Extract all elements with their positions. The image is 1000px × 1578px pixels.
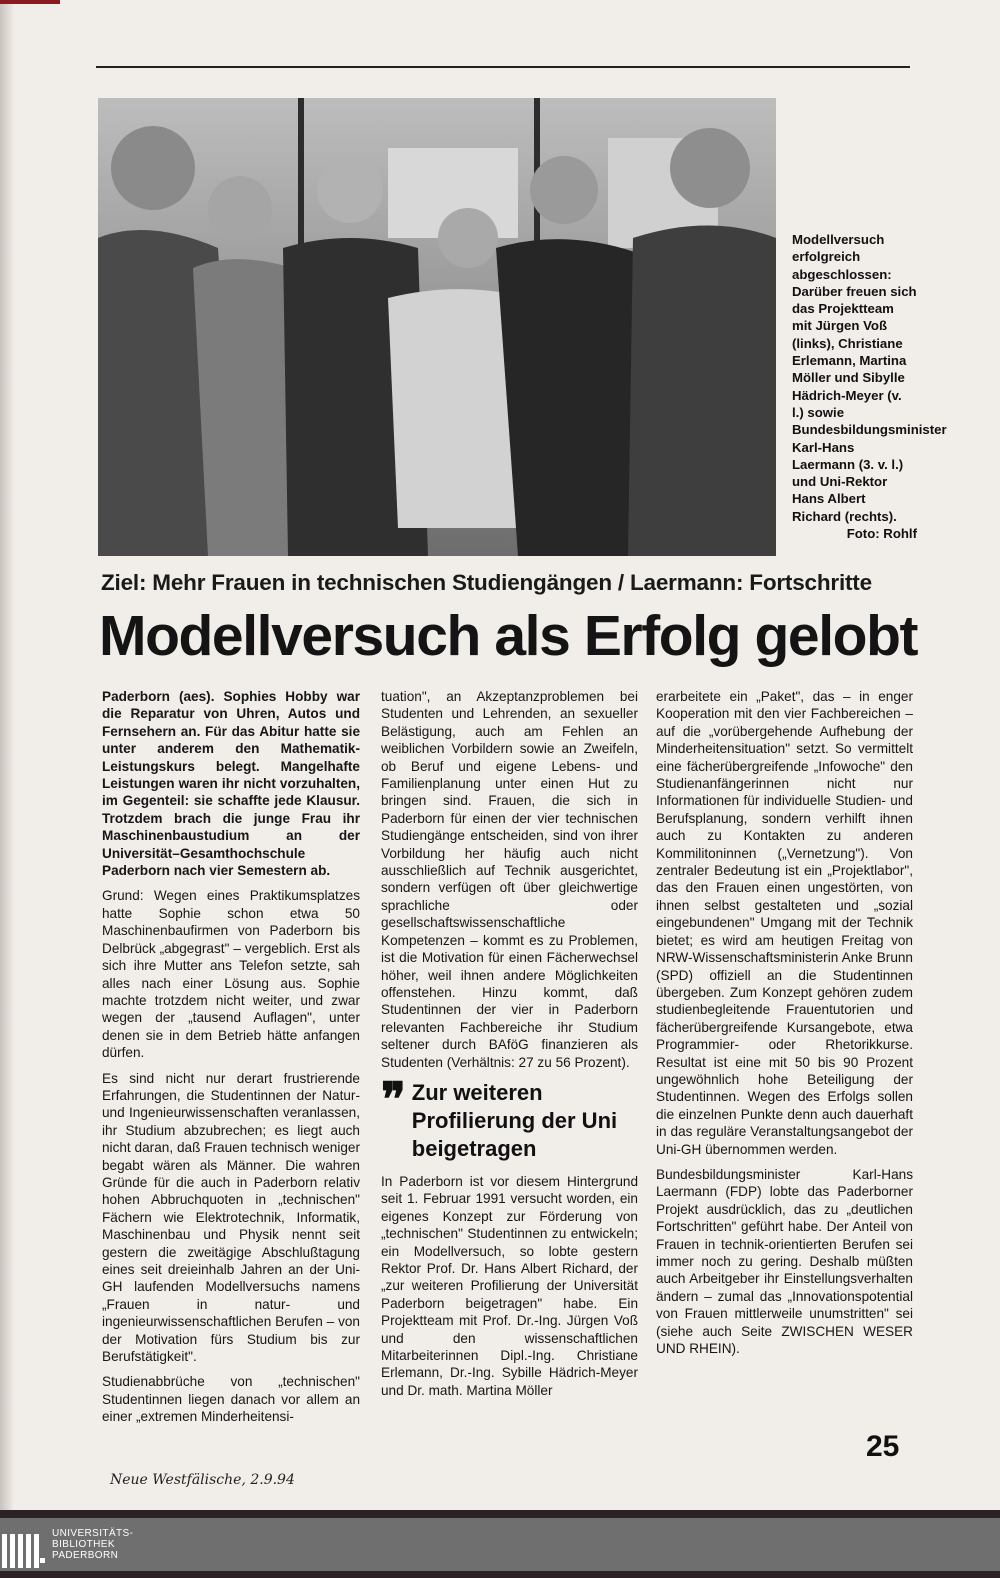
cover-edge	[0, 0, 60, 4]
library-name-line: PADERBORN	[52, 1550, 119, 1561]
library-name-line: UNIVERSITÄTS-	[52, 1528, 134, 1539]
footer-divider	[0, 1510, 1000, 1518]
article-lead-paragraph: Paderborn (aes). Sophies Hobby war die Reparatur von Uhren, Autos und Fernsehern an. Für das Abitur hatte sie unter anderem den Mathematik-Leistungskurs belegt. Mangelhafte Leistungen waren ihr nicht vorzuhalten, im Gegenteil: sie schaffte jede Klausur. Trotzdem brach die junge Frau ihr Maschinenbaustudium an der Universität–Gesamthochschule Paderborn nach vier Semestern ab.	[102, 689, 360, 879]
article-paragraph: erarbeitete ein „Paket", das – in enger Kooperation mit den vier Fachbereichen – auf die „vorübergehende Aufhebung der Minderheitensituation" setzt. So vermittelt eine fächerübergreifende „Infowoche" den Studienanfängerinnen nicht nur Informationen für individuelle Studien- und Berufsplanung, sondern verhilft ihnen auch zu Kontakten zu anderen Kommilitoninnen („Vernetzung"). Von zentraler Bedeutung ist ein „Projektlabor", das den Frauen einen ungestörten, von ihnen selbst gestalteten und „sozial eingebundenen" Umgang mit der Technik bietet; es wird am heutigen Freitag von NRW-Wissenschaftsministerin Anke Brunn (SPD) offiziell an die Studentinnen übergeben. Zum Konzept gehören zudem studienbegleitende Frauentutorien und fächerübergreifende Kursangebote, etwa Programmier- oder Rhetorikkurse. Resultat ist eine mit 50 bis 90 Prozent ungewöhnlich hohe Beteiligung der Studentinnen. Wegen des Erfolgs sollen die einzelnen Punkte denn auch dauerhaft in das reguläre Veranstaltungsangebot der Uni-GH übernommen werden.	[656, 689, 913, 1157]
photo-credit: Foto: Rohlf	[846, 526, 917, 542]
caption-text: Modellversuch erfolgreich abgeschlossen: Darüber freuen sich das Projektteam mit Jürgen Voß (links), Christiane Erlemann, Martina Möller und Sibylle Hädrich-Meyer (v. l.) sowie Bundesbildungsminister Karl-Hans Laermann (3. v. l.) und Uni-Rektor Hans Albert Richard (rechts).	[792, 232, 947, 524]
binding-shadow	[0, 0, 14, 1510]
library-name-line: BIBLIOTHEK	[52, 1539, 115, 1550]
source-citation: Neue Westfälische, 2.9.94	[110, 1472, 295, 1488]
library-name	[52, 1528, 133, 1561]
article-headline: Modellversuch als Erfolg gelobt	[99, 604, 918, 668]
article-paragraph: Grund: Wegen eines Praktikumsplatzes hatte Sophie schon etwa 50 Maschinenbaufirmen von Paderborn bis Delbrück „abgegrast" – vergeblich. Erst als sich ihre Mutter ans Telefon setzte, sah alles nach einer Lösung aus. Sophie machte trotzdem nicht weiter, und zwar wegen der „tausend Auflagen", unter denen sie in dem Betrieb hätte anfangen dürfen.	[102, 888, 360, 1061]
article-paragraph: Es sind nicht nur derart frustrierende Erfahrungen, die Studentinnen der Natur- und Ingenieurwissenschaften veranlassen, ihr Studium abzubrechen; es liegt auch nicht daran, daß Frauen technisch weniger begabt wären als Männer. Die wahren Gründe für die auch in Paderborn relativ hohen Abbruchquoten in „technischen" Fächern wie Elektrotechnik, Informatik, Maschinenbau und Physik nennt seit gestern die zweitägige Abschlußtagung eines seit dreieinhalb Jahren an der Uni-GH laufenden Modellversuchs namens „Frauen in natur- und ingenieurwissenschaftlichen Berufen – von der Motivation fürs Studium bis zur Berufstätigkeit".	[102, 1070, 360, 1365]
top-rule	[96, 66, 910, 68]
library-logo-icon	[2, 1532, 46, 1578]
article-paragraph: tuation", an Akzeptanzproblemen bei Studenten und Lehrenden, an sexueller Belästigung, auch am Fehlen an weiblichen Vorbildern sowie an Zweifeln, ob Beruf und eigene Lebens- und Familienplanung unter einen Hut zu bringen sind. Frauen, die sich in Paderborn für einen der vier technischen Studiengänge entscheiden, sind von ihrer Vorbildung her häufig auch nicht ausschließlich auf Technik ausgerichtet, sondern verfügen oft über gleichwertige sprachliche oder gesellschaftswissenschaftliche Kompetenzen – kommt es zu Problemen, ist die Motivation für einen Fächerwechsel höher, weil ihnen andere Möglichkeiten offenstehen. Hinzu kommt, daß Studentinnen der vier in Paderborn relevanten Fachbereiche ihr Studium seltener durch BAföG finanzieren als Studenten (Verhältnis: 27 zu 56 Prozent).	[381, 689, 638, 1070]
library-footer	[0, 1510, 1000, 1571]
quote-mark-icon: ❞	[381, 1071, 406, 1126]
article-paragraph: In Paderborn ist vor diesem Hintergrund seit 1. Februar 1991 versucht worden, ein eigenes Konzept zur Förderung von „technischen" Studentinnen zu entwickeln; ein Modellversuch, so lobte gestern Rektor Prof. Dr. Hans Albert Richard, der „zur weiteren Profilierung der Universität Paderborn beigetragen" habe. Ein Projektteam mit Prof. Dr.-Ing. Jürgen Voß und den wissenschaftlichen Mitarbeiterinnen Dipl.-Ing. Christiane Erlemann, Dr.-Ing. Sybille Hädrich-Meyer und Dr. math. Martina Möller	[381, 1173, 638, 1398]
article-paragraph: Studienabbrüche von „technischen" Studentinnen liegen danach vor allem an einer „extremen Minderheitensi-	[102, 1374, 360, 1425]
group-photo	[98, 98, 776, 556]
article-column-2	[381, 688, 638, 1407]
page-number: 25	[866, 1430, 900, 1463]
article-column-3	[656, 688, 913, 1365]
pull-quote	[381, 1071, 638, 1163]
pull-quote-text: Zur weiteren Profilierung der Uni beigetragen	[411, 1079, 618, 1161]
article-column-1	[102, 688, 360, 1434]
article-paragraph: Bundesbildungsminister Karl-Hans Laermann (FDP) lobte das Paderborner Projekt ausdrücklich, das zu „deutlichen Fortschritten" geführt habe. Der Anteil von Frauen in technik-orientierten Berufen sei immer noch zu gering. Deshalb müßten auch Arbeitgeber ihr Einstellungsverhalten ändern – zumal das „Innovationspotential von Frauen mittlerweile unumstritten" sei (siehe auch Seite ZWISCHEN WESER UND RHEIN).	[656, 1166, 913, 1357]
article-subhead: Ziel: Mehr Frauen in technischen Studiengängen / Laermann: Fortschritte	[101, 570, 872, 595]
photo-caption	[792, 231, 947, 542]
